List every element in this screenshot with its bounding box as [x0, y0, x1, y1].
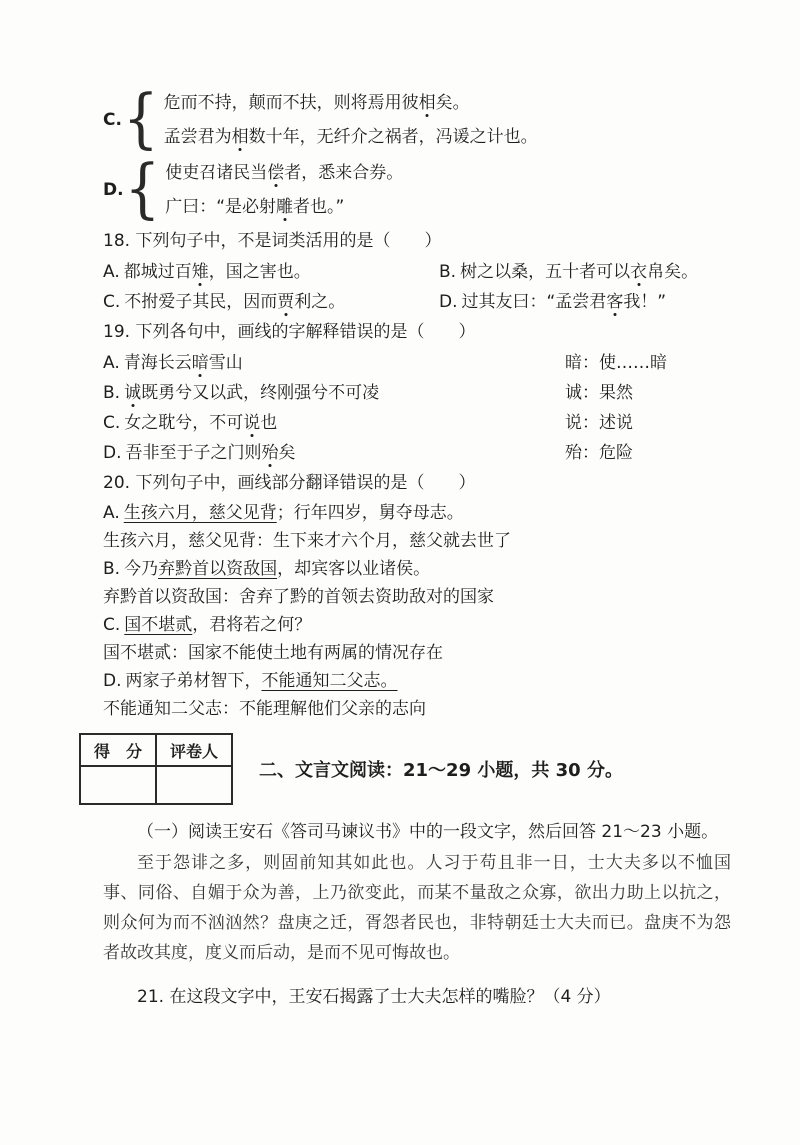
option-label: A.: [103, 503, 120, 523]
option-label: A.: [103, 262, 120, 282]
option-text: [462, 292, 667, 312]
gloss-text: 诚：果然: [565, 383, 633, 403]
left-brace-icon: {: [122, 82, 159, 157]
option-sentence: [124, 413, 277, 433]
text-segment: 既勇兮又以武，终刚强兮不可凌: [141, 383, 380, 403]
option-text: [460, 262, 698, 282]
text-segment: 帛矣。: [647, 262, 699, 282]
question-20-explain-b: 弃黔首以资敌国：舍弃了黔的首领去资助敌对的国家: [103, 587, 494, 607]
score-box-score-cell: [80, 766, 156, 804]
option-line: [165, 156, 403, 190]
text-segment: 相: [418, 93, 436, 113]
question-20-option-c: [103, 611, 731, 639]
option-sentence: [126, 671, 398, 691]
option-label: B.: [103, 383, 121, 403]
score-box: [79, 733, 233, 805]
question-18-stem: 18. 下列句子中，不是词类活用的是（ ）: [103, 231, 442, 251]
text-segment: 矣。: [435, 93, 470, 113]
text-segment: 今乃: [124, 559, 159, 579]
option-label: C.: [103, 110, 122, 130]
text-segment: 女之耽兮，不可: [124, 413, 244, 433]
gloss-text: 说：述说: [565, 413, 633, 433]
text-segment: 者也。”: [293, 197, 345, 217]
score-section: [79, 733, 731, 805]
option-label: B.: [439, 262, 457, 282]
question-18-row-1: [103, 257, 731, 287]
text-segment: 生孩六月，慈父见背: [123, 503, 277, 523]
text-segment: 相: [231, 127, 249, 147]
text-segment: 过其友曰：“孟尝君: [461, 292, 607, 312]
text-segment: 偿: [267, 163, 285, 183]
option-label: A.: [103, 353, 120, 373]
text-segment: 雕: [276, 197, 294, 217]
question-19-stem: 19. 下列各句中，画线的字解释错误的是（ ）: [103, 322, 476, 342]
question-19-option-d: [103, 438, 731, 468]
option-sentence: [124, 353, 243, 373]
question-19-option-c: [103, 408, 731, 438]
text-segment: 我！”: [623, 292, 667, 312]
text-segment: 贾: [277, 292, 295, 312]
option-label: B.: [103, 559, 121, 579]
question-19-option-a: [103, 348, 731, 378]
text-segment: 雪山: [208, 353, 243, 373]
option-label: C.: [103, 292, 121, 312]
text-segment: 广曰：“是必射: [165, 197, 277, 217]
option-sentence: [126, 443, 296, 463]
option-line: [164, 86, 538, 120]
option-text: [124, 292, 345, 312]
option-lines: [164, 86, 538, 154]
reading-instruction: （一）阅读王安石《答司马谏议书》中的一段文字，然后回答 21～23 小题。: [137, 822, 719, 842]
option-text: [124, 262, 311, 282]
question-20-explain-a: 生孩六月，慈父见背：生下来才六个月，慈父就去世了: [103, 531, 511, 551]
gloss-text: 暗：使……暗: [565, 353, 667, 373]
text-segment: 殆: [261, 443, 279, 463]
option-b: [439, 257, 731, 287]
option-label: C.: [103, 615, 121, 635]
question-19-option-b: [103, 378, 731, 408]
option-c-braced: [103, 82, 731, 157]
text-segment: 使吏召诸民当: [165, 163, 268, 183]
text-segment: 者，悉来合券。: [284, 163, 404, 183]
text-segment: 吾非至于子之门则: [125, 443, 262, 463]
text-segment: 国不堪贰: [124, 615, 193, 635]
question-20-option-d: [103, 667, 731, 695]
text-segment: 数十年，无纤介之祸者，冯谖之计也。: [248, 127, 538, 147]
question-20-explain-d: 不能通知二父志：不能理解他们父亲的志向: [103, 699, 426, 719]
text-segment: 危而不持，颠而不扶，则将焉用彼: [163, 93, 419, 113]
option-text: [103, 378, 565, 408]
text-segment: 树之以桑，五十者可以: [460, 262, 631, 282]
question-20-explain-c: 国不堪贰：国家不能使土地有两属的情况存在: [103, 643, 443, 663]
option-line: [164, 120, 538, 154]
left-brace-icon: {: [124, 152, 161, 227]
option-sentence: [124, 559, 430, 579]
text-segment: 诚: [124, 383, 142, 403]
option-sentence: [124, 383, 379, 403]
text-segment: ，国之害也。: [208, 262, 311, 282]
option-a: [103, 257, 439, 287]
question-20-option-b: [103, 555, 731, 583]
text-segment: 也: [260, 413, 278, 433]
option-lines: [165, 156, 403, 224]
option-label: D.: [103, 671, 122, 691]
text-segment: 弃黔首以资敌国: [158, 559, 278, 579]
text-segment: 不拊爱子其民，因而: [124, 292, 278, 312]
option-c: [103, 287, 439, 317]
text-segment: 矣: [278, 443, 296, 463]
option-label: D.: [439, 292, 458, 312]
text-segment: 暗: [191, 353, 209, 373]
option-line: [165, 190, 403, 224]
text-segment: 衣: [630, 262, 648, 282]
section-2-title: 二、文言文阅读：21～29 小题，共 30 分。: [259, 760, 623, 781]
question-20-stem: 20. 下列句子中，画线部分翻译错误的是（ ）: [103, 473, 476, 493]
text-segment: ；行年四岁，舅夺母志。: [276, 503, 464, 523]
option-sentence: [124, 615, 311, 635]
exam-content: [93, 82, 731, 1012]
text-segment: 青海长云: [123, 353, 192, 373]
option-text: [103, 438, 565, 468]
option-d: [439, 287, 731, 317]
text-segment: 孟尝君为: [163, 127, 232, 147]
text-segment: 雉: [191, 262, 209, 282]
reading-passage: 至于怨诽之多，则固前知其如此也。人习于苟且非一日，士大夫多以不恤国事、同俗、自媚于众为善，上乃欲变此，而某不量敌之众寡，欲出力助上以抗之，则众何为而不汹汹然？盘庚之迁，胥怨者民也，非特朝廷士大夫而已。盘庚不为怨者故改其度，度义而后动，是而不见可悔故也。: [103, 853, 731, 963]
option-label: C.: [103, 413, 121, 433]
option-label: D.: [103, 443, 122, 463]
score-box-score-label: 得 分: [80, 734, 156, 766]
text-segment: 说: [243, 413, 261, 433]
text-segment: 两家子弟材智下，: [125, 671, 262, 691]
option-d-braced: [103, 152, 731, 227]
option-text: [103, 348, 565, 378]
gloss-text: 殆：危险: [565, 443, 633, 463]
text-segment: ，却宾客以业诸侯。: [277, 559, 431, 579]
option-sentence: [124, 503, 464, 523]
option-text: [103, 408, 565, 438]
score-box-grader-cell: [156, 766, 232, 804]
question-20-option-a: [103, 499, 731, 527]
score-box-grader-label: 评卷人: [156, 734, 232, 766]
text-segment: 客: [606, 292, 624, 312]
text-segment: 不能通知二父志。: [261, 671, 398, 691]
text-segment: ，君将若之何？: [192, 615, 312, 635]
text-segment: 都城过百: [123, 262, 192, 282]
question-18-row-2: [103, 287, 731, 317]
option-label: D.: [103, 180, 124, 200]
question-21-stem: 21. 在这段文字中，王安石揭露了士大夫怎样的嘴脸？（4 分）: [137, 987, 611, 1007]
text-segment: 利之。: [294, 292, 346, 312]
